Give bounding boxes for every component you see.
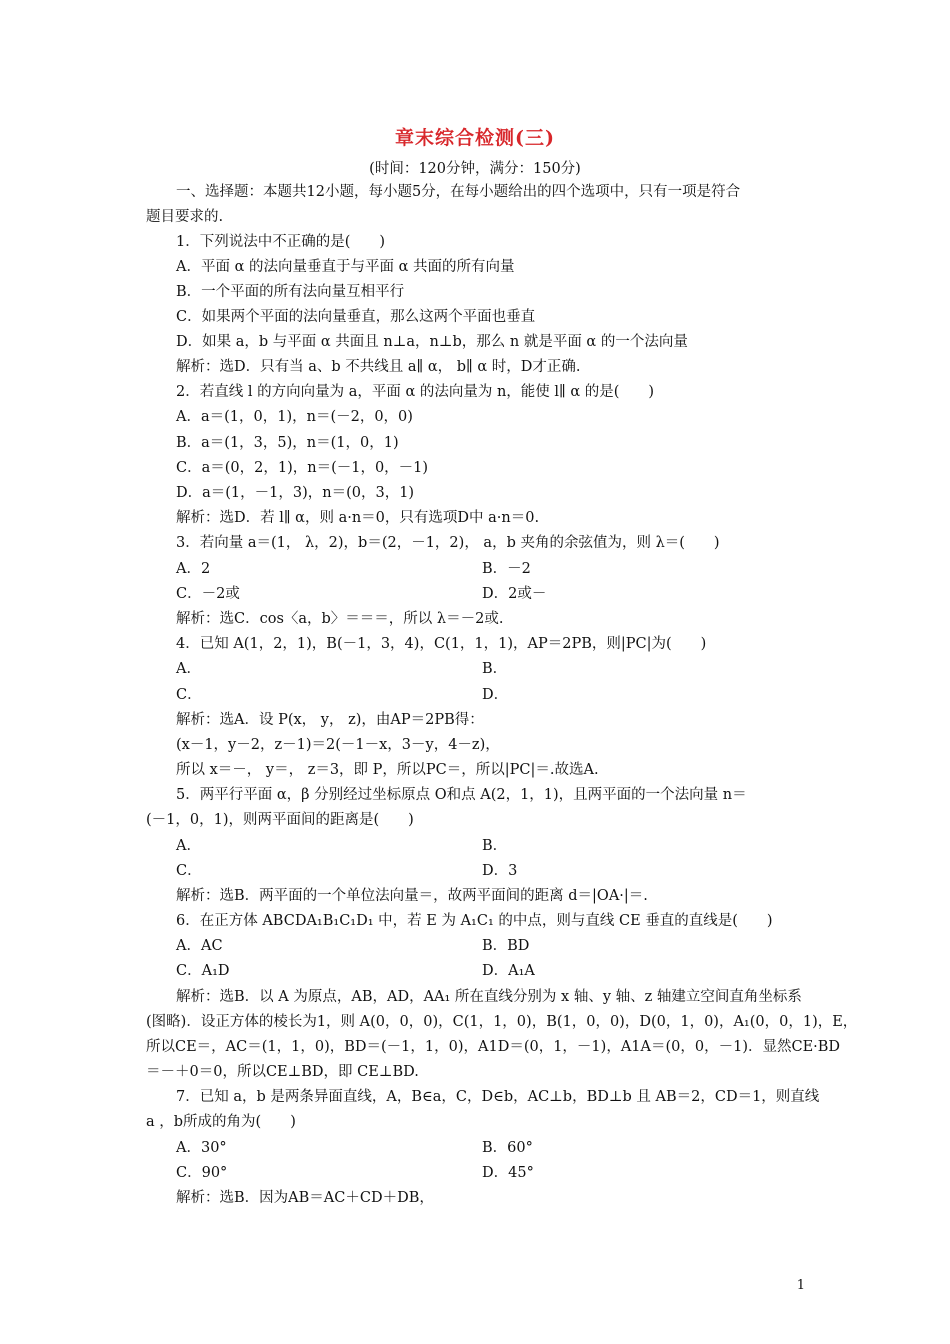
q7-option-d: D．45°	[482, 1165, 534, 1181]
q2-solution: 解析：选D．若 l∥ α，则 a·n＝0，只有选项D中 a·n＝0.	[176, 510, 540, 526]
q7-stem-2: a ，b所成的角为( )	[146, 1114, 296, 1130]
q1-solution: 解析：选D．只有当 a、b 不共线且 a∥ α， b∥ α 时，D才正确.	[176, 359, 581, 375]
q4-option-d: D．	[482, 687, 509, 703]
q6-option-a: A．AC	[176, 938, 223, 954]
page-title: 章末综合检测(三)	[395, 127, 555, 149]
q4-stem: 4．已知 A(1，2，1)，B(－1，3，4)，C(1，1，1)，AP＝2PB，则|PC|为( )	[176, 636, 707, 652]
q2-stem: 2．若直线 l 的方向向量为 a，平面 α 的法向量为 n，能使 l∥ α 的是( )	[176, 384, 655, 400]
q4-option-a: A．	[176, 661, 201, 677]
q4-solution-2: (x－1，y－2，z－1)＝2(－1－x，3－y，4－z)，	[176, 737, 500, 753]
q6-solution-2: (图略)．设正方体的棱长为1，则 A(0，0，0)，C(1，1，0)，B(1，0，0)，D(0，1，0)，A₁(0，0，1)，E，	[146, 1014, 858, 1030]
q6-solution-3: 所以CE＝，AC＝(1，1，0)，BD＝(－1，1，0)，A1D＝(0，1，－1)，A1A＝(0，0，－1)．显然CE·BD	[146, 1039, 841, 1055]
q5-option-a: A．	[176, 838, 201, 854]
q1-option-a: A．平面 α 的法向量垂直于与平面 α 共面的所有向量	[176, 259, 515, 275]
q1-option-c: C．如果两个平面的法向量垂直，那么这两个平面也垂直	[176, 309, 536, 325]
q4-solution-3: 所以 x＝－， y＝， z＝3，即 P，所以PC＝，所以|PC|＝.故选A.	[176, 762, 599, 778]
section-intro-line-1: 一、选择题：本题共12小题，每小题5分，在每小题给出的四个选项中，只有一项是符合	[176, 184, 741, 200]
q1-option-b: B．一个平面的所有法向量互相平行	[176, 284, 405, 300]
q5-option-c: C．	[176, 863, 202, 879]
q3-solution: 解析：选C．cos〈a，b〉＝＝＝，所以 λ＝－2或.	[176, 611, 504, 627]
q7-option-a: A．30°	[176, 1140, 227, 1156]
q6-solution-4: ＝－＋0＝0，所以CE⊥BD，即 CE⊥BD.	[146, 1064, 419, 1080]
section-intro-line-2: 题目要求的.	[146, 209, 224, 225]
q6-stem: 6．在正方体 ABCDA₁B₁C₁D₁ 中，若 E 为 A₁C₁ 的中点，则与直线 CE 垂直的直线是( )	[176, 913, 773, 929]
q3-stem: 3．若向量 a＝(1， λ，2)，b＝(2，－1，2)， a，b 夹角的余弦值为，则 λ＝( )	[176, 535, 720, 551]
page-number: 1	[796, 1278, 805, 1293]
q2-option-b: B．a＝(1，3，5)，n＝(1，0，1)	[176, 435, 399, 451]
q2-option-a: A．a＝(1，0，1)，n＝(－2，0，0)	[176, 409, 413, 425]
q7-option-c: C．90°	[176, 1165, 228, 1181]
q5-option-d: D．3	[482, 863, 518, 879]
q7-stem-1: 7．已知 a，b 是两条异面直线，A，B∈a，C，D∈b，AC⊥b，BD⊥b 且 AB＝2，CD＝1，则直线	[176, 1089, 820, 1105]
q2-option-c: C．a＝(0，2，1)，n＝(－1，0，－1)	[176, 460, 429, 476]
q6-option-c: C．A₁D	[176, 963, 230, 979]
q3-option-d: D．2或－	[482, 586, 547, 602]
q5-stem-2: (－1，0，1)，则两平面间的距离是( )	[146, 812, 414, 828]
q3-option-b: B．－2	[482, 561, 531, 577]
q1-stem: 1．下列说法中不正确的是( )	[176, 234, 386, 250]
q7-option-b: B．60°	[482, 1140, 533, 1156]
q5-option-b: B．	[482, 838, 508, 854]
q1-option-d: D．如果 a，b 与平面 α 共面且 n⊥a，n⊥b，那么 n 就是平面 α 的一个法向量	[176, 334, 688, 350]
q5-stem-1: 5．两平行平面 α，β 分别经过坐标原点 O和点 A(2，1，1)，且两平面的一个法向量 n＝	[176, 787, 747, 803]
q6-solution-1: 解析：选B．以 A 为原点，AB，AD，AA₁ 所在直线分别为 x 轴、y 轴、z 轴建立空间直角坐标系	[176, 989, 802, 1005]
q6-option-b: B．BD	[482, 938, 530, 954]
q4-solution-1: 解析：选A．设 P(x， y， z)，由AP＝2PB得：	[176, 712, 484, 728]
q4-option-c: C．	[176, 687, 202, 703]
q4-option-b: B．	[482, 661, 508, 677]
q7-solution: 解析：选B．因为AB＝AC＋CD＋DB，	[176, 1190, 434, 1206]
q6-option-d: D．A₁A	[482, 963, 535, 979]
q2-option-d: D．a＝(1，－1，3)，n＝(0，3，1)	[176, 485, 415, 501]
q3-option-a: A．2	[176, 561, 211, 577]
time-score-info: (时间：120分钟，满分：150分)	[369, 161, 581, 177]
q3-option-c: C．－2或	[176, 586, 240, 602]
q5-solution: 解析：选B．两平面的一个单位法向量＝，故两平面间的距离 d＝|OA·|＝.	[176, 888, 648, 904]
